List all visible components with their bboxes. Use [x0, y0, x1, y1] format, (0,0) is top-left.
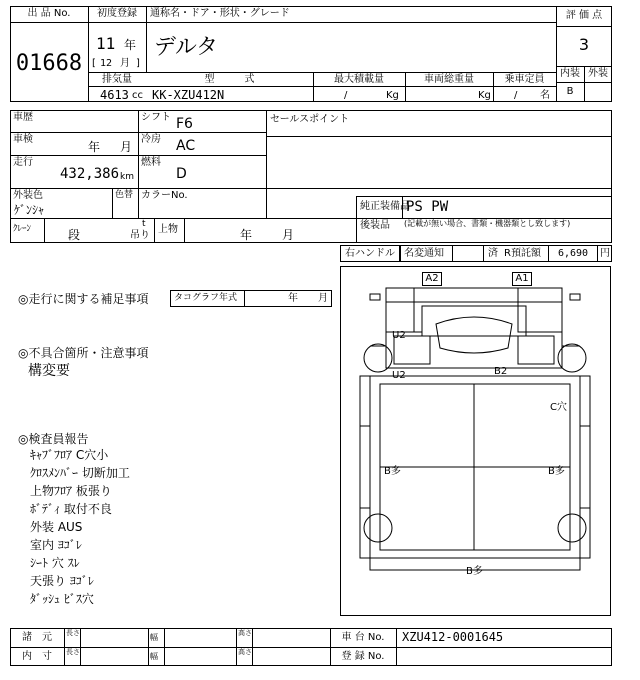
truck-diagram	[340, 266, 611, 616]
gross-weight-unit: Kg	[478, 90, 491, 101]
color-change-label: 色替	[115, 190, 134, 200]
max-load-unit: Kg	[386, 90, 399, 101]
inspection-year-unit: 年	[88, 140, 101, 154]
damage-tag-b-many-right: B多	[548, 466, 565, 477]
ac-label: 冷房	[141, 134, 161, 145]
model-label: 型 式	[204, 74, 255, 85]
aftermarket-note: (記載が無い場合、書類・機器類とし致します)	[404, 219, 571, 228]
tacho-label: タコグラフ年式	[174, 293, 238, 303]
length-label: 長さ	[66, 648, 80, 656]
inspection-label: 車検	[13, 134, 33, 145]
mileage-value: 432,386	[60, 166, 120, 182]
name-change-check	[452, 245, 484, 262]
reg-month-unit: 月	[120, 58, 130, 69]
crane-ton-unit: t	[142, 219, 146, 229]
shift-label: シフト	[141, 112, 171, 123]
width-label: 幅	[150, 633, 158, 642]
reg-month-open: [	[92, 58, 96, 69]
inspector-item: ﾎﾞﾃﾞｨ 取付不良	[30, 502, 112, 516]
first-reg-label: 初度登録	[97, 8, 137, 19]
inspector-item: 上物ﾌﾛｱ 板張り	[30, 484, 112, 498]
displacement-value: 4613	[100, 88, 129, 102]
recycle-prefix: 済	[488, 248, 498, 259]
interior-dims-label: 内 寸	[22, 651, 52, 662]
color-label: 外装色	[13, 190, 43, 201]
handle-value: 右ハンドル	[345, 248, 395, 259]
std-equipment-label: 純正装備品	[360, 201, 410, 212]
damage-tag-u2-bottom: U2	[392, 370, 406, 381]
gross-weight-label: 車両総重量	[424, 74, 474, 85]
model-value: KK-XZU412N	[152, 88, 225, 102]
fuel-value: D	[176, 166, 187, 182]
grade-value: 3	[578, 35, 590, 54]
crane-stage-unit: 段	[68, 228, 81, 242]
max-load-slash: /	[344, 90, 348, 101]
defects-label: ◎不具合箇所・注意事項	[18, 346, 149, 360]
inspector-item: ｼｰﾄ 穴 ｽﾚ	[30, 556, 80, 570]
capacity-slash: /	[514, 90, 518, 101]
lot-label: 出 品 No.	[27, 8, 71, 19]
max-load-label: 最大積載量	[334, 74, 384, 85]
width-label: 幅	[150, 652, 158, 661]
inspection-month-unit: 月	[120, 140, 133, 154]
inspector-item: ｷｬﾌﾞﾌﾛｱ C穴小	[30, 448, 109, 462]
upper-label: 上物	[158, 224, 178, 235]
capacity-unit: 名	[540, 90, 550, 101]
damage-tag-a1: A1	[512, 272, 532, 286]
shift-value: F6	[176, 116, 193, 132]
recycle-label: R預託額	[504, 248, 541, 259]
std-equipment-value: PS PW	[406, 199, 449, 215]
crane-hang-unit: 吊り	[130, 230, 150, 241]
defect-item: 構変要	[28, 363, 70, 379]
inspector-item: ﾀﾞｯｼｭ ﾋﾞｽ穴	[30, 592, 94, 606]
recycle-unit: 円	[600, 248, 610, 259]
dims-label: 諸 元	[22, 632, 52, 643]
displacement-label: 排気量	[102, 74, 132, 85]
length-label: 長さ	[66, 629, 80, 637]
color-code-label: カラーNo.	[141, 190, 188, 201]
interior-label: 内装	[560, 68, 580, 79]
registration-label: 登 録 No.	[341, 651, 385, 662]
reg-month-close: ]	[136, 58, 140, 69]
name-label: 通称名・ドア・形状・グレード	[150, 8, 290, 19]
chassis-label: 車 台 No.	[341, 632, 385, 643]
inspector-item: 天張り ﾖｺﾞﾚ	[30, 574, 94, 588]
exterior-label: 外装	[588, 68, 608, 79]
history-label: 車歴	[13, 112, 33, 123]
fuel-label: 燃料	[141, 157, 161, 168]
reg-year: 11	[96, 34, 116, 53]
inspector-label: ◎検査員報告	[18, 432, 89, 446]
inspector-item: 外装 AUS	[30, 520, 83, 534]
damage-tag-c-hole: C穴	[550, 402, 567, 413]
damage-tag-a2: A2	[422, 272, 442, 286]
car-name: デルタ	[154, 35, 219, 60]
tacho-month-unit: 月	[318, 293, 328, 304]
damage-tag-b2: B2	[494, 366, 508, 377]
ac-value: AC	[176, 138, 196, 154]
driving-notes-label: ◎走行に関する補足事項	[18, 292, 149, 306]
crane-label: ｸﾚｰﾝ	[13, 224, 32, 234]
mileage-label: 走行	[13, 157, 33, 168]
sales-point-label: セールスポイント	[270, 114, 350, 125]
color-value: ｹﾞﾝｼｬ	[14, 203, 45, 217]
inspector-item: 室内 ﾖｺﾞﾚ	[30, 538, 82, 552]
reg-year-unit: 年	[124, 38, 137, 52]
damage-tag-b-many-rear: B多	[466, 566, 483, 577]
mileage-unit: km	[120, 172, 134, 182]
upper-month-unit: 月	[282, 228, 295, 242]
upper-year-unit: 年	[240, 228, 253, 242]
height-label: 高さ	[238, 648, 252, 656]
recycle-amount: 6,690	[557, 248, 589, 259]
reg-month: 12	[100, 58, 113, 69]
inspector-item: ｸﾛｽﾒﾝﾊﾞｰ 切断加工	[30, 466, 130, 480]
capacity-label: 乗車定員	[504, 74, 545, 85]
grade-label: 評 価 点	[565, 10, 603, 21]
damage-tag-b-many-left: B多	[384, 466, 401, 477]
name-change-label: 名変通知	[404, 248, 444, 259]
height-label: 高さ	[238, 629, 252, 637]
tacho-year-unit: 年	[288, 293, 298, 304]
aftermarket-label: 後装品	[360, 220, 390, 231]
chassis-number: XZU412-0001645	[402, 630, 504, 644]
lot-number: 01668	[15, 51, 83, 76]
interior-grade: B	[566, 86, 574, 97]
damage-tag-u2-top: U2	[392, 330, 406, 341]
displacement-unit: cc	[132, 90, 143, 101]
